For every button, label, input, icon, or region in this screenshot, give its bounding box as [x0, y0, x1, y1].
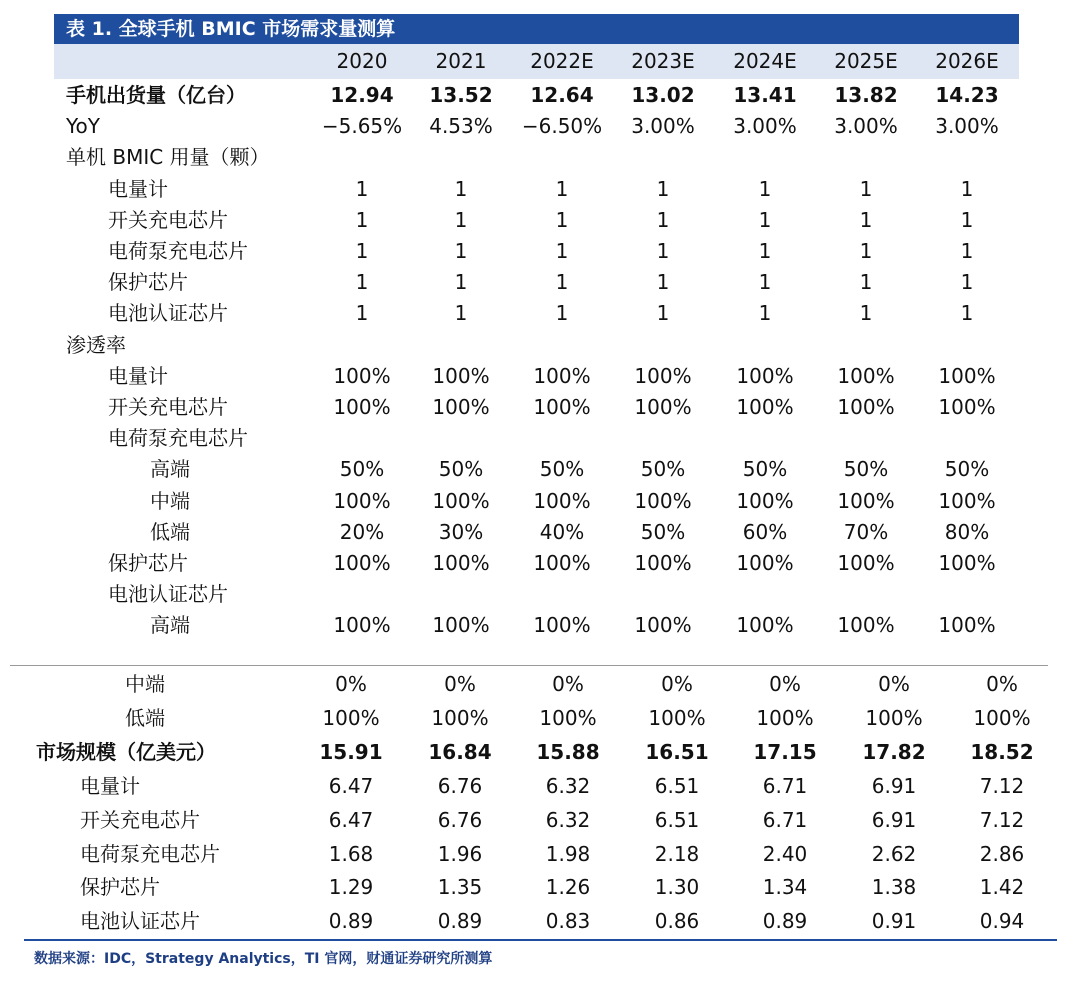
- cell-value: 100%: [837, 395, 895, 419]
- table-row: [0, 486, 1080, 517]
- cell-value: 6.76: [437, 808, 483, 832]
- cell-value: 13.41: [733, 83, 797, 107]
- cell-value: 1: [355, 301, 369, 325]
- cell-value: 15.88: [536, 740, 600, 764]
- row-label: 保护芯片: [108, 270, 188, 294]
- cell-value: 100%: [322, 706, 380, 730]
- cell-value: 1: [656, 208, 670, 232]
- cell-value: 100%: [736, 489, 794, 513]
- cell-value: 1: [454, 177, 468, 201]
- cell-value: 100%: [973, 706, 1031, 730]
- cell-value: 1.34: [762, 875, 808, 899]
- cell-value: 7.12: [979, 808, 1025, 832]
- cell-value: 12.94: [330, 83, 394, 107]
- year-header-2025e: 2025E: [834, 49, 898, 73]
- cell-value: 2.62: [871, 842, 917, 866]
- cell-value: 6.32: [545, 774, 591, 798]
- cell-value: 1: [454, 301, 468, 325]
- cell-value: 100%: [938, 551, 996, 575]
- cell-value: 100%: [533, 489, 591, 513]
- cell-value: 1: [960, 239, 974, 263]
- cell-value: 2.86: [979, 842, 1025, 866]
- cell-value: 100%: [432, 551, 490, 575]
- cell-value: 1: [656, 301, 670, 325]
- cell-value: −6.50%: [521, 114, 603, 138]
- row-label: 电荷泵充电芯片: [80, 842, 220, 866]
- cell-value: 0%: [878, 672, 910, 696]
- cell-value: 0%: [444, 672, 476, 696]
- row-label: 中端: [125, 672, 165, 696]
- data-source-note: 数据来源：IDC，Strategy Analytics，TI 官网，财通证券研究所测算: [34, 951, 493, 967]
- cell-value: 1: [859, 270, 873, 294]
- cell-value: 100%: [634, 551, 692, 575]
- table-row: [0, 906, 1080, 937]
- cell-value: 20%: [339, 520, 385, 544]
- row-label: 保护芯片: [108, 551, 188, 575]
- year-header-2023e: 2023E: [631, 49, 695, 73]
- cell-value: 1.35: [437, 875, 483, 899]
- table-row: [0, 392, 1080, 423]
- cell-value: 1: [758, 270, 772, 294]
- row-label: 开关充电芯片: [108, 395, 228, 419]
- cell-value: 100%: [333, 489, 391, 513]
- cell-value: 50%: [640, 520, 686, 544]
- year-header-2022e: 2022E: [530, 49, 594, 73]
- row-label: 低端: [125, 706, 165, 730]
- cell-value: 0.83: [545, 909, 591, 933]
- row-label: 渗透率: [66, 333, 126, 357]
- row-label: 保护芯片: [80, 875, 160, 899]
- cell-value: 100%: [432, 364, 490, 388]
- cell-value: 80%: [944, 520, 990, 544]
- cell-value: 100%: [634, 364, 692, 388]
- row-label: 手机出货量（亿台）: [66, 83, 246, 107]
- cell-value: 1: [555, 239, 569, 263]
- cell-value: 1: [960, 301, 974, 325]
- cell-value: 100%: [333, 551, 391, 575]
- row-label: YoY: [66, 114, 101, 138]
- footer-rule: [24, 939, 1057, 941]
- cell-value: 6.71: [762, 774, 808, 798]
- cell-value: 100%: [736, 364, 794, 388]
- row-label: 电荷泵充电芯片: [108, 239, 248, 263]
- cell-value: 100%: [756, 706, 814, 730]
- cell-value: 70%: [843, 520, 889, 544]
- cell-value: 6.47: [328, 808, 374, 832]
- cell-value: 100%: [333, 613, 391, 637]
- cell-value: 1: [758, 301, 772, 325]
- cell-value: 100%: [837, 551, 895, 575]
- cell-value: 100%: [938, 489, 996, 513]
- row-label: 市场规模（亿美元）: [36, 740, 216, 764]
- cell-value: 60%: [742, 520, 788, 544]
- cell-value: 100%: [837, 364, 895, 388]
- cell-value: 1: [859, 208, 873, 232]
- cell-value: 100%: [634, 489, 692, 513]
- section-divider: [10, 665, 1048, 666]
- table-row: [0, 872, 1080, 903]
- cell-value: 100%: [333, 364, 391, 388]
- cell-value: 13.02: [631, 83, 695, 107]
- cell-value: 50%: [742, 457, 788, 481]
- cell-value: 100%: [533, 613, 591, 637]
- row-label: 单机 BMIC 用量（颗）: [66, 145, 270, 169]
- table-row: [0, 454, 1080, 485]
- cell-value: 100%: [736, 395, 794, 419]
- row-label: 中端: [150, 489, 190, 513]
- cell-value: 6.91: [871, 808, 917, 832]
- cell-value: 30%: [438, 520, 484, 544]
- cell-value: 100%: [938, 613, 996, 637]
- row-label: 电量计: [108, 364, 168, 388]
- cell-value: 100%: [432, 489, 490, 513]
- cell-value: 1.42: [979, 875, 1025, 899]
- year-header-2026e: 2026E: [935, 49, 999, 73]
- row-label: 电荷泵充电芯片: [108, 426, 248, 450]
- cell-value: 12.64: [530, 83, 594, 107]
- table-title: 表 1. 全球手机 BMIC 市场需求量测算: [54, 14, 1019, 44]
- cell-value: 1.96: [437, 842, 483, 866]
- cell-value: 0%: [335, 672, 367, 696]
- table-row: [0, 579, 1080, 610]
- cell-value: 1: [960, 208, 974, 232]
- cell-value: 50%: [539, 457, 585, 481]
- cell-value: 100%: [634, 395, 692, 419]
- cell-value: 100%: [736, 613, 794, 637]
- cell-value: 13.82: [834, 83, 898, 107]
- table-row: [0, 737, 1080, 768]
- cell-value: 1: [960, 177, 974, 201]
- cell-value: 3.00%: [631, 114, 695, 138]
- cell-value: 13.52: [429, 83, 493, 107]
- cell-value: 3.00%: [733, 114, 797, 138]
- cell-value: 100%: [333, 395, 391, 419]
- cell-value: 1: [555, 208, 569, 232]
- cell-value: 1: [859, 301, 873, 325]
- cell-value: 100%: [533, 364, 591, 388]
- cell-value: 0%: [769, 672, 801, 696]
- table-row: [0, 423, 1080, 454]
- cell-value: 100%: [432, 613, 490, 637]
- cell-value: 4.53%: [429, 114, 493, 138]
- cell-value: 1: [758, 177, 772, 201]
- cell-value: 1: [656, 177, 670, 201]
- cell-value: 6.76: [437, 774, 483, 798]
- year-header-2021: 2021: [435, 49, 487, 73]
- table-row: [0, 111, 1080, 142]
- cell-value: 100%: [648, 706, 706, 730]
- table-row: [0, 517, 1080, 548]
- cell-value: 50%: [843, 457, 889, 481]
- cell-value: 50%: [944, 457, 990, 481]
- row-label: 开关充电芯片: [108, 208, 228, 232]
- cell-value: 3.00%: [935, 114, 999, 138]
- cell-value: 0%: [661, 672, 693, 696]
- cell-value: −5.65%: [321, 114, 403, 138]
- cell-value: 3.00%: [834, 114, 898, 138]
- cell-value: 1: [555, 270, 569, 294]
- cell-value: 100%: [533, 551, 591, 575]
- cell-value: 1: [555, 301, 569, 325]
- table-row: [0, 669, 1080, 700]
- cell-value: 100%: [539, 706, 597, 730]
- cell-value: 1: [454, 208, 468, 232]
- row-label: 电量计: [108, 177, 168, 201]
- row-label: 开关充电芯片: [80, 808, 200, 832]
- cell-value: 1: [355, 208, 369, 232]
- table-row: [0, 839, 1080, 870]
- cell-value: 1.30: [654, 875, 700, 899]
- row-label: 电池认证芯片: [108, 582, 228, 606]
- table-row: [0, 205, 1080, 236]
- cell-value: 100%: [533, 395, 591, 419]
- table-row: [0, 805, 1080, 836]
- cell-value: 6.51: [654, 808, 700, 832]
- cell-value: 1: [355, 177, 369, 201]
- cell-value: 100%: [837, 489, 895, 513]
- row-label: 电池认证芯片: [80, 909, 200, 933]
- cell-value: 0.94: [979, 909, 1025, 933]
- cell-value: 17.15: [753, 740, 817, 764]
- table-row: [0, 174, 1080, 205]
- cell-value: 1: [555, 177, 569, 201]
- year-header-2024e: 2024E: [733, 49, 797, 73]
- cell-value: 0.89: [762, 909, 808, 933]
- cell-value: 40%: [539, 520, 585, 544]
- cell-value: 6.71: [762, 808, 808, 832]
- cell-value: 1: [960, 270, 974, 294]
- table-row: [0, 361, 1080, 392]
- cell-value: 17.82: [862, 740, 926, 764]
- cell-value: 6.91: [871, 774, 917, 798]
- row-label: 低端: [150, 520, 190, 544]
- cell-value: 50%: [438, 457, 484, 481]
- cell-value: 1: [656, 239, 670, 263]
- cell-value: 16.84: [428, 740, 492, 764]
- cell-value: 1.29: [328, 875, 374, 899]
- table-row: [0, 330, 1080, 361]
- cell-value: 1: [454, 270, 468, 294]
- cell-value: 100%: [865, 706, 923, 730]
- cell-value: 100%: [432, 395, 490, 419]
- cell-value: 0.89: [328, 909, 374, 933]
- table-row: [0, 267, 1080, 298]
- cell-value: 2.18: [654, 842, 700, 866]
- cell-value: 7.12: [979, 774, 1025, 798]
- table-row: [0, 236, 1080, 267]
- cell-value: 1: [355, 270, 369, 294]
- cell-value: 6.32: [545, 808, 591, 832]
- cell-value: 50%: [339, 457, 385, 481]
- cell-value: 0.86: [654, 909, 700, 933]
- cell-value: 100%: [634, 613, 692, 637]
- table-row: [0, 298, 1080, 329]
- cell-value: 1.26: [545, 875, 591, 899]
- table-row: [0, 548, 1080, 579]
- cell-value: 0%: [986, 672, 1018, 696]
- cell-value: 0.91: [871, 909, 917, 933]
- table-row: [0, 142, 1080, 173]
- cell-value: 1: [859, 239, 873, 263]
- cell-value: 100%: [837, 613, 895, 637]
- table-row: [0, 80, 1080, 111]
- cell-value: 1: [355, 239, 369, 263]
- year-header-2020: 2020: [336, 49, 388, 73]
- cell-value: 18.52: [970, 740, 1034, 764]
- row-label: 电量计: [80, 774, 140, 798]
- table-row: [0, 703, 1080, 734]
- cell-value: 1: [859, 177, 873, 201]
- cell-value: 0.89: [437, 909, 483, 933]
- cell-value: 100%: [938, 364, 996, 388]
- cell-value: 100%: [938, 395, 996, 419]
- year-header-row: [54, 44, 1019, 79]
- cell-value: 14.23: [935, 83, 999, 107]
- cell-value: 1: [454, 239, 468, 263]
- cell-value: 1.38: [871, 875, 917, 899]
- cell-value: 1: [758, 208, 772, 232]
- cell-value: 1.98: [545, 842, 591, 866]
- cell-value: 100%: [431, 706, 489, 730]
- cell-value: 100%: [736, 551, 794, 575]
- cell-value: 15.91: [319, 740, 383, 764]
- table-row: [0, 610, 1080, 641]
- cell-value: 6.51: [654, 774, 700, 798]
- row-label: 高端: [150, 613, 190, 637]
- cell-value: 50%: [640, 457, 686, 481]
- cell-value: 6.47: [328, 774, 374, 798]
- cell-value: 16.51: [645, 740, 709, 764]
- cell-value: 2.40: [762, 842, 808, 866]
- cell-value: 1.68: [328, 842, 374, 866]
- row-label: 高端: [150, 457, 190, 481]
- cell-value: 1: [758, 239, 772, 263]
- table-row: [0, 771, 1080, 802]
- row-label: 电池认证芯片: [108, 301, 228, 325]
- cell-value: 1: [656, 270, 670, 294]
- cell-value: 0%: [552, 672, 584, 696]
